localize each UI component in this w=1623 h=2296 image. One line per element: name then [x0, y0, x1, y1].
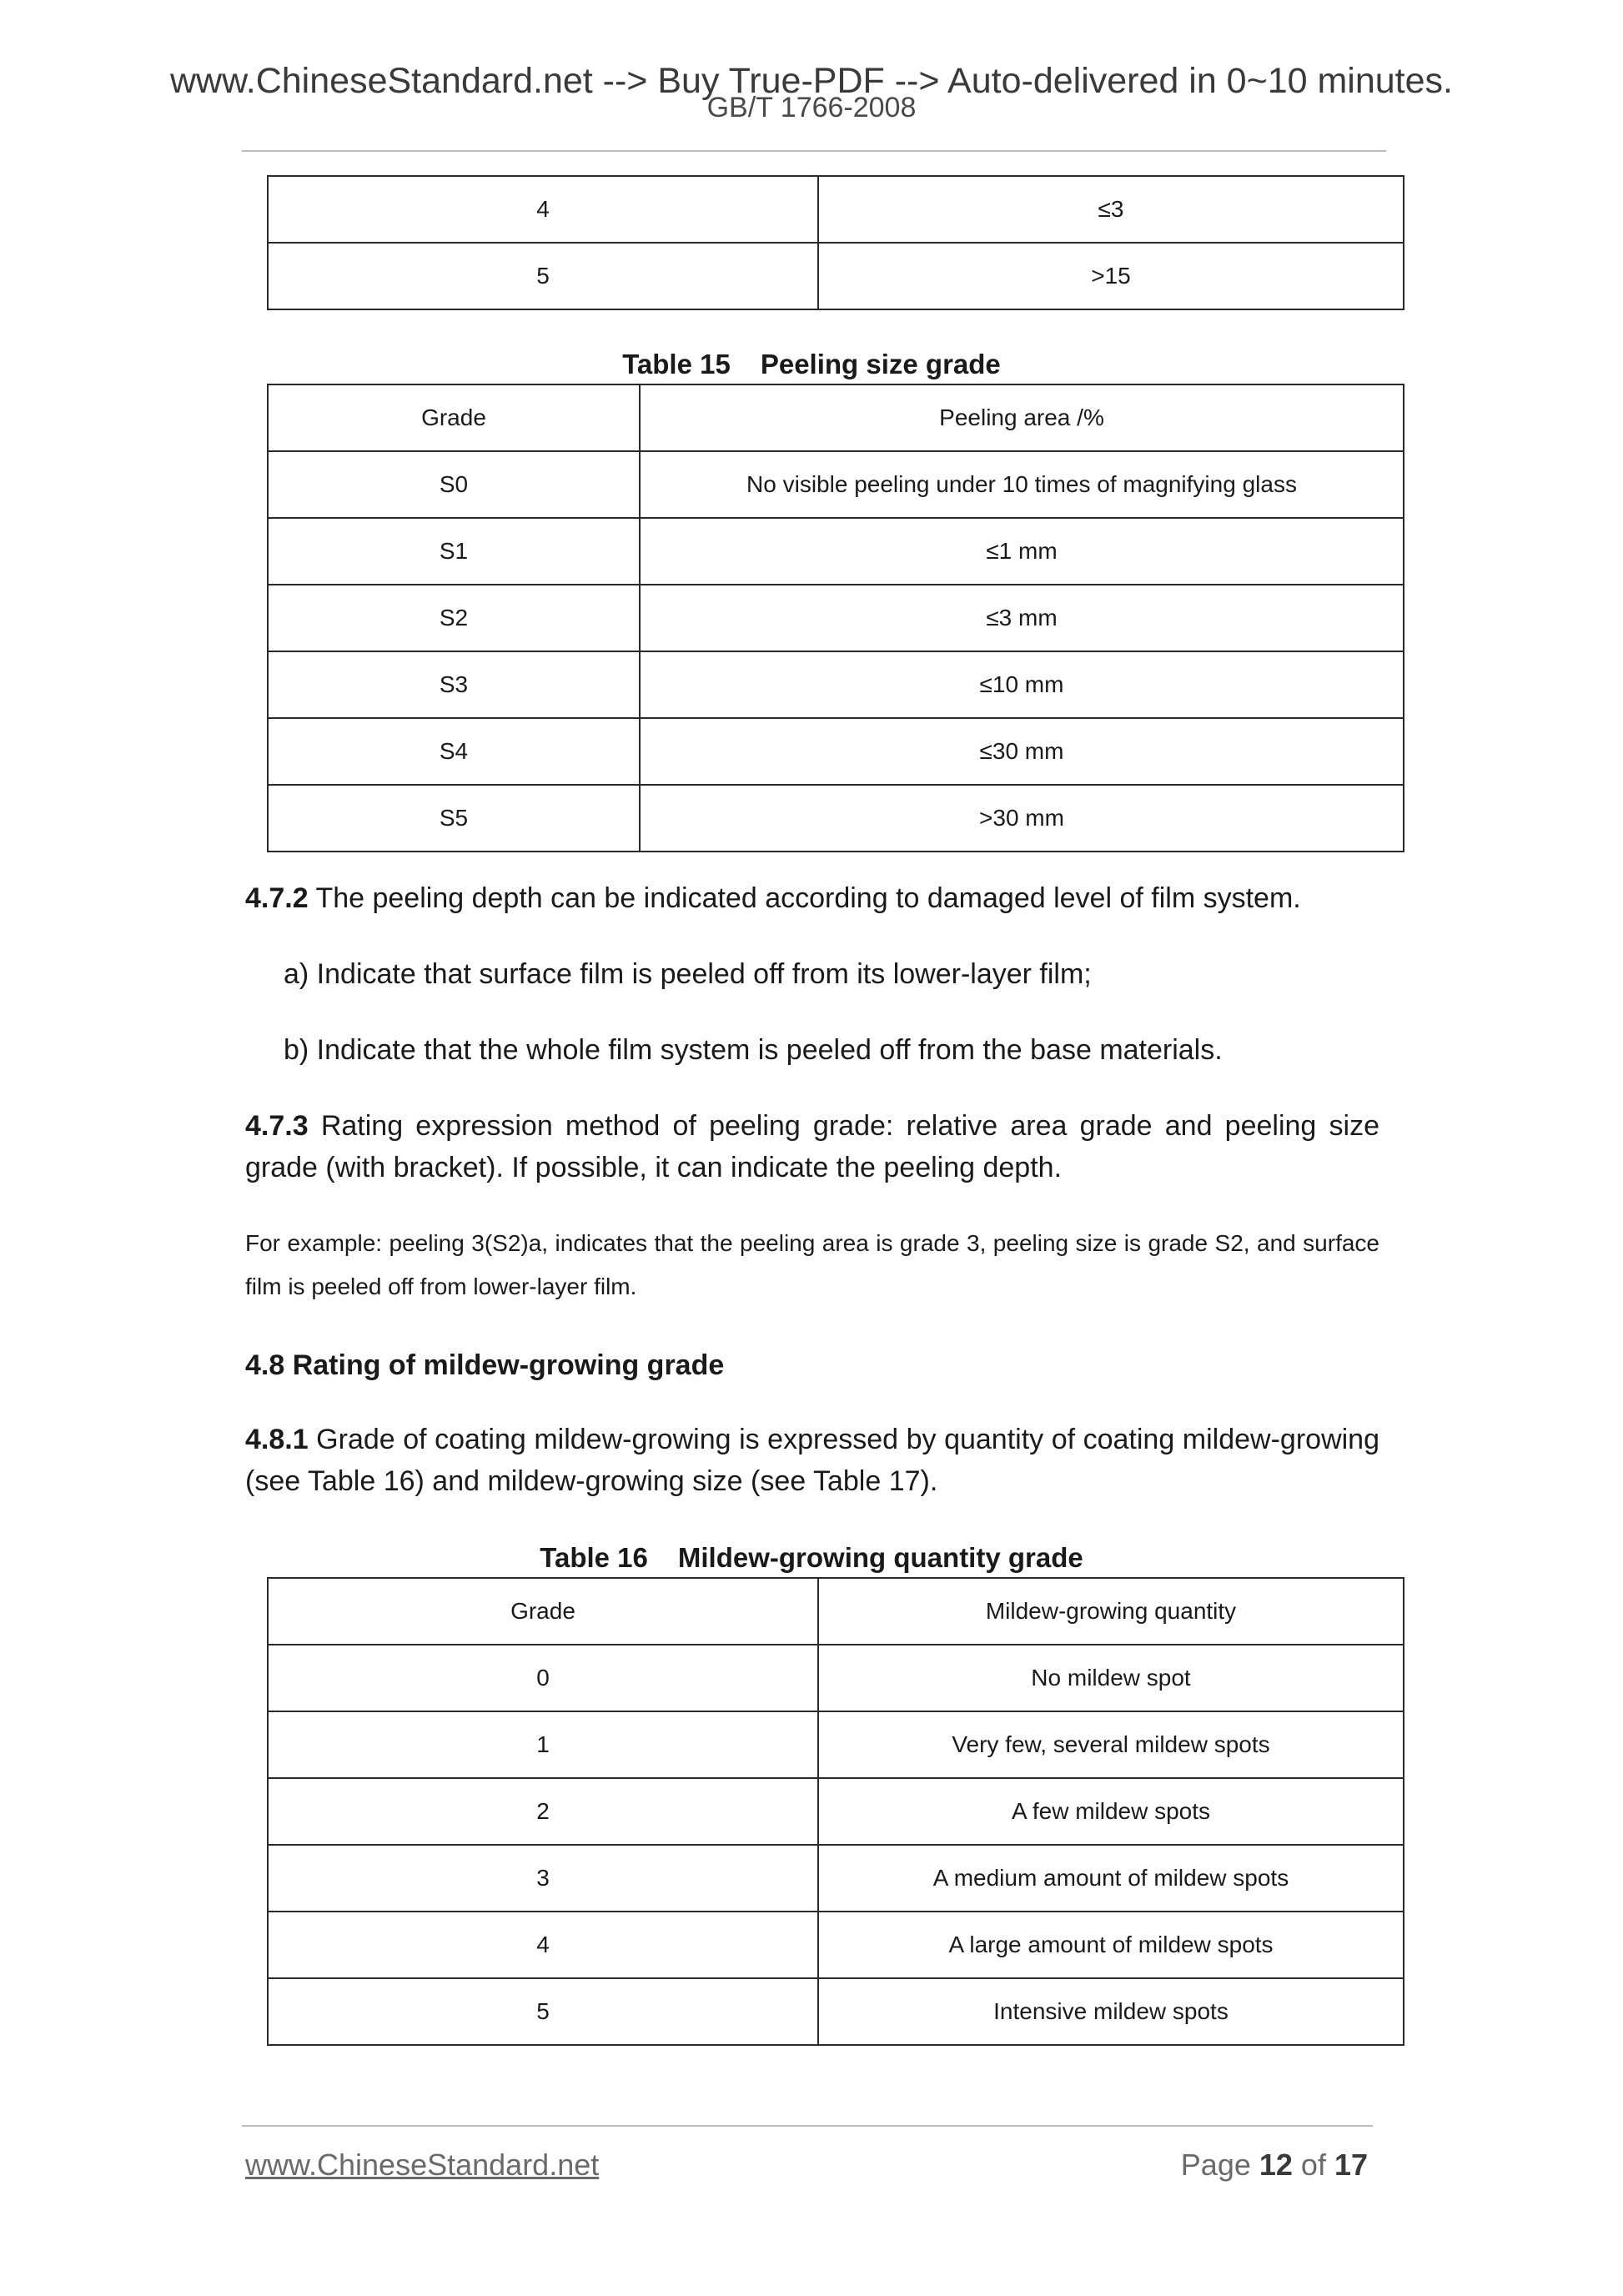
table-row	[268, 518, 1404, 585]
table-cell: S4	[268, 718, 640, 785]
footer-rule	[242, 2125, 1373, 2127]
table-row	[268, 585, 1404, 651]
example-note: For example: peeling 3(S2)a, indicates that the peeling area is grade 3, peeling size is grade S2, and surface film is peeled off from lower-layer film.	[245, 1230, 1379, 1299]
table-row	[268, 243, 1404, 309]
table-16-number: Table 16	[540, 1542, 648, 1573]
table-header-cell: Grade	[268, 1578, 818, 1645]
table-cell: 4	[268, 176, 818, 243]
table-cell: Intensive mildew spots	[818, 1978, 1404, 2045]
table-cell: ≤10 mm	[640, 651, 1404, 718]
table-cell: A large amount of mildew spots	[818, 1912, 1404, 1978]
table-15-title: Peeling size grade	[760, 349, 1001, 379]
page-current: 12	[1259, 2148, 1293, 2182]
table-cell: >30 mm	[640, 785, 1404, 852]
table-header-cell: Peeling area /%	[640, 384, 1404, 451]
table-cell: 5	[268, 243, 818, 309]
footer-site-link[interactable]: www.ChineseStandard.net	[245, 2148, 600, 2182]
page-indicator	[1181, 2150, 1368, 2180]
table-cell: No visible peeling under 10 times of magnifying glass	[640, 451, 1404, 518]
clause-number: 4.7.3	[245, 1110, 309, 1142]
section-heading-4-8: 4.8 Rating of mildew-growing grade	[245, 1349, 725, 1381]
table-row	[268, 451, 1404, 518]
paragraph-4-8-1	[245, 1419, 1379, 1502]
table-cell: 3	[268, 1845, 818, 1912]
table-cell: S3	[268, 651, 640, 718]
page-prefix: Page	[1180, 2148, 1259, 2182]
table-header-cell: Grade	[268, 384, 640, 451]
page-of: of	[1292, 2148, 1334, 2182]
table-row	[268, 1645, 1404, 1711]
list-item-a: a) Indicate that surface film is peeled off from its lower-layer film;	[284, 958, 1092, 990]
page-total: 17	[1334, 2148, 1368, 2182]
table-row	[268, 1978, 1404, 2045]
table-cell: S0	[268, 451, 640, 518]
paragraph-text: Rating expression method of peeling grade: relative area grade and peeling size grade (with bracket). If possible, it can indicate the peeling depth.	[245, 1110, 1379, 1183]
paragraph-text: Grade of coating mildew-growing is expressed by quantity of coating mildew-growing (see Table 16) and mildew-growing size (see Table 17).	[245, 1424, 1379, 1497]
table-cell: ≤30 mm	[640, 718, 1404, 785]
table-cell: 2	[268, 1778, 818, 1845]
list-item-b: b) Indicate that the whole film system is peeled off from the base materials.	[284, 1034, 1223, 1066]
table-header-cell: Mildew-growing quantity	[818, 1578, 1404, 1645]
table-cell: S1	[268, 518, 640, 585]
paragraph-4-7-3	[245, 1105, 1379, 1188]
table-cell: ≤3 mm	[640, 585, 1404, 651]
clause-number: 4.8.1	[245, 1424, 309, 1455]
clause-number: 4.7.2	[245, 882, 309, 914]
table-header-row	[268, 1578, 1404, 1645]
table-15-caption	[0, 350, 1623, 378]
site-banner: www.ChineseStandard.net --> Buy True-PDF --> Auto-delivered in 0~10 minutes.	[169, 61, 1453, 101]
header-rule	[242, 150, 1386, 152]
table-cell: 5	[268, 1978, 818, 2045]
table-cell: >15	[818, 243, 1404, 309]
table-row	[268, 718, 1404, 785]
table-header-row	[268, 384, 1404, 451]
table-15	[267, 384, 1404, 852]
table-row	[268, 785, 1404, 852]
table-cell: ≤3	[818, 176, 1404, 243]
table-continued	[267, 175, 1404, 310]
table-row	[268, 1711, 1404, 1778]
table-cell: A few mildew spots	[818, 1778, 1404, 1845]
paragraph-4-7-2	[245, 877, 1379, 919]
standard-number: GB/T 1766-2008	[706, 92, 917, 123]
table-16-caption	[0, 1544, 1623, 1571]
table-cell: 0	[268, 1645, 818, 1711]
table-row	[268, 1912, 1404, 1978]
table-16	[267, 1577, 1404, 2046]
table-row	[268, 1845, 1404, 1912]
table-cell: Very few, several mildew spots	[818, 1711, 1404, 1778]
table-row	[268, 176, 1404, 243]
table-cell: No mildew spot	[818, 1645, 1404, 1711]
table-cell: 1	[268, 1711, 818, 1778]
table-cell: S2	[268, 585, 640, 651]
table-cell: S5	[268, 785, 640, 852]
table-cell: A medium amount of mildew spots	[818, 1845, 1404, 1912]
table-15-number: Table 15	[622, 349, 731, 379]
table-row	[268, 1778, 1404, 1845]
table-16-title: Mildew-growing quantity grade	[677, 1542, 1083, 1573]
table-cell: ≤1 mm	[640, 518, 1404, 585]
table-row	[268, 651, 1404, 718]
paragraph-text: The peeling depth can be indicated according to damaged level of film system.	[308, 882, 1301, 914]
table-cell: 4	[268, 1912, 818, 1978]
